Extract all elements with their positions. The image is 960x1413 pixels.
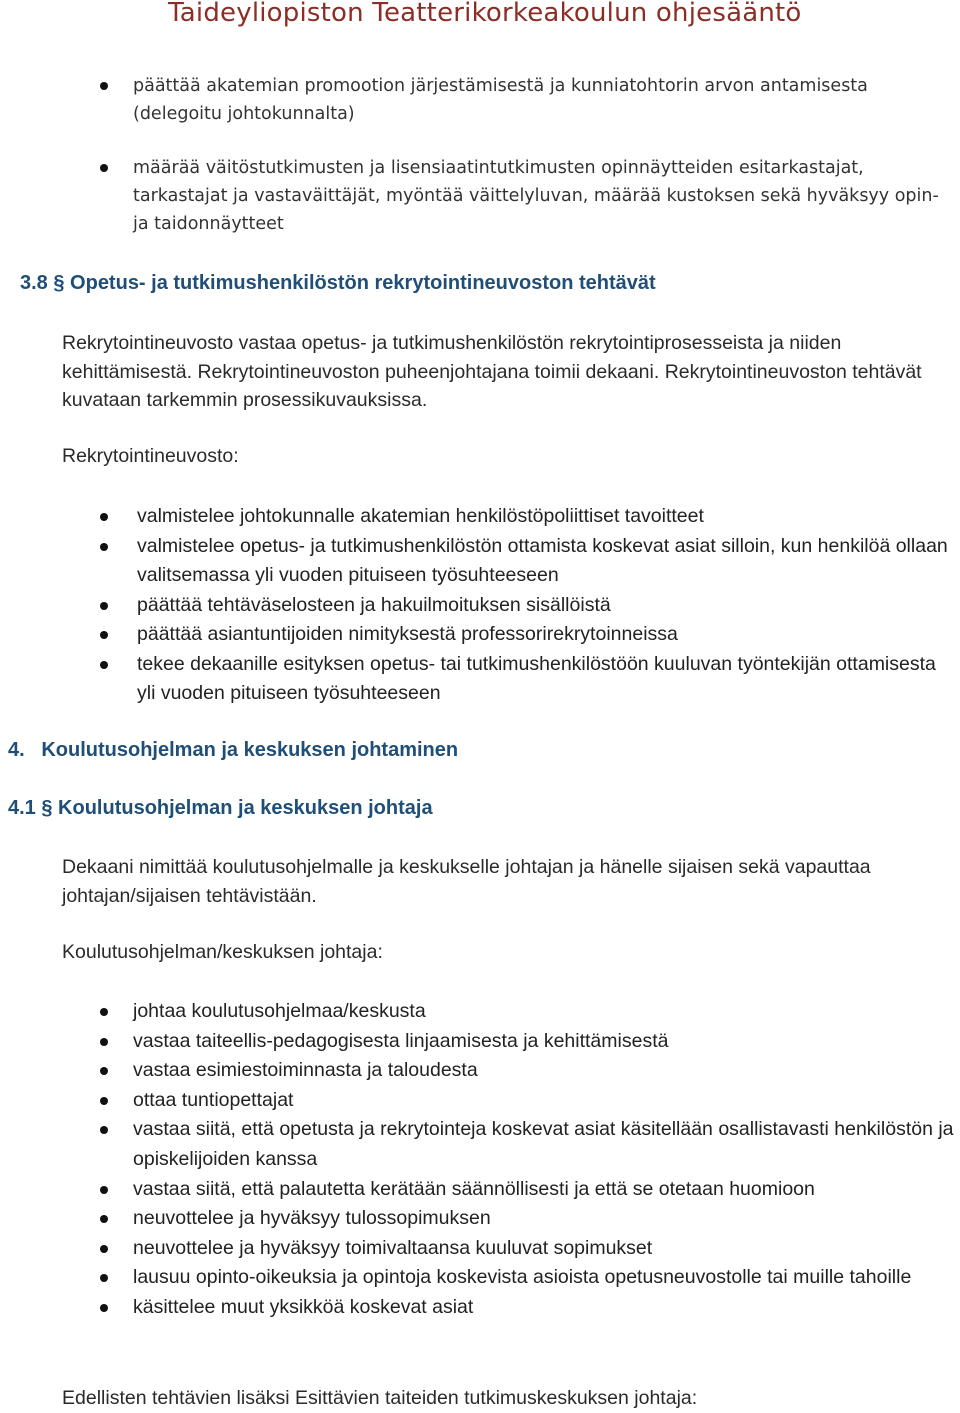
section-4-1-heading: 4.1 § Koulutusohjelman ja keskuksen johtaja: [8, 797, 433, 819]
list-item: [96, 1115, 956, 1174]
bullet-icon: [100, 1186, 108, 1194]
bullet-icon: [100, 513, 108, 521]
bullet-icon: [100, 1097, 108, 1105]
list-item: [96, 1263, 956, 1293]
section-4-1-paragraph: Dekaani nimittää koulutusohjelmalle ja keskukselle johtajan ja hänelle sijaisen sekä vapauttaa johtajan/sijaisen tehtävistään.: [62, 856, 871, 907]
recruitment-task-list: [98, 502, 948, 709]
bullet-icon: [100, 1038, 108, 1046]
list-item-text: tekee dekaanille esityksen opetus- tai tutkimushenkilöstöön kuuluvan työntekijän ottamisesta yli vuoden pituiseen työsuhteeseen: [137, 652, 936, 704]
list-item: [96, 997, 956, 1027]
bullet-icon: [100, 602, 108, 610]
list-item-text: johtaa koulutusohjelmaa/keskusta: [133, 1000, 426, 1022]
list-item-text: päättää tehtäväselosteen ja hakuilmoituksen sisällöistä: [137, 593, 611, 616]
list-item-text: vastaa siitä, että opetusta ja rekrytointeja koskevat asiat käsitellään osallistavasti henkilöstön ja opiskelijoiden kanssa: [133, 1118, 954, 1170]
bullet-icon: [100, 1245, 108, 1253]
bullet-icon: [100, 1304, 108, 1312]
section-3-8-heading: 3.8 § Opetus- ja tutkimushenkilöstön rekrytointineuvoston tehtävät: [20, 272, 656, 294]
list-item-text: vastaa siitä, että palautetta kerätään säännöllisesti ja että se otetaan huomioon: [133, 1177, 815, 1200]
bullet-icon: [100, 1126, 108, 1134]
bullet-icon: [100, 82, 108, 90]
bullet-icon: [100, 1008, 108, 1016]
list-item: [96, 1086, 956, 1116]
list-item: [98, 620, 948, 650]
document-header-title: Taideyliopiston Teatterikorkeakoulun ohjesääntö: [168, 0, 802, 28]
list-item: [96, 1175, 956, 1205]
list-item: [98, 502, 948, 532]
bullet-icon: [100, 543, 108, 551]
list-item-text: lausuu opinto-oikeuksia ja opintoja koskevista asioista opetusneuvostolle tai muille tahoille: [133, 1266, 912, 1289]
list-item: [96, 154, 956, 238]
top-bullet-list: [96, 72, 956, 238]
section-4-heading: 4. Koulutusohjelman ja keskuksen johtaminen: [8, 739, 459, 761]
list-item-text: valmistelee johtokunnalle akatemian henkilöstöpoliittiset tavoitteet: [137, 505, 704, 527]
list-item-text: vastaa esimiestoiminnasta ja taloudesta: [133, 1059, 478, 1082]
list-item-text: valmistelee opetus- ja tutkimushenkilöstön ottamista koskevat asiat silloin, kun henkilöä ollaan valitsemassa yli vuoden pituiseen työsuhteeseen: [137, 534, 948, 586]
list-item: [96, 72, 956, 128]
section-4-1-closing: Edellisten tehtävien lisäksi Esittävien taiteiden tutkimuskeskuksen johtaja:: [62, 1387, 698, 1409]
section-3-8-intro: Rekrytointineuvosto:: [62, 445, 239, 467]
bullet-icon: [100, 661, 108, 669]
list-item: [98, 591, 948, 621]
bullet-icon: [100, 1067, 108, 1075]
list-item-text: päättää akatemian promootion järjestämisestä ja kunniatohtorin arvon antamisesta (delegoitu johtokunnalta): [133, 76, 868, 124]
list-item-text: vastaa taiteellis-pedagogisesta linjaamisesta ja kehittämisestä: [133, 1029, 669, 1052]
bullet-icon: [100, 1215, 108, 1223]
section-4-1-intro: Koulutusohjelman/keskuksen johtaja:: [62, 941, 383, 963]
list-item: [96, 1027, 956, 1057]
bullet-icon: [100, 1274, 108, 1282]
list-item: [98, 650, 948, 709]
list-item-text: neuvottelee ja hyväksyy toimivaltaansa kuuluvat sopimukset: [133, 1236, 653, 1259]
director-task-list: [96, 997, 956, 1323]
list-item-text: neuvottelee ja hyväksyy tulossopimuksen: [133, 1207, 491, 1230]
list-item: [96, 1204, 956, 1234]
list-item: [96, 1234, 956, 1264]
bullet-icon: [100, 164, 108, 172]
bullet-icon: [100, 631, 108, 639]
list-item: [96, 1293, 956, 1323]
list-item: [96, 1056, 956, 1086]
list-item-text: päättää asiantuntijoiden nimityksestä professorirekrytoinneissa: [137, 623, 678, 645]
list-item: [98, 532, 948, 591]
list-item-text: ottaa tuntiopettajat: [133, 1088, 294, 1111]
list-item-text: määrää väitöstutkimusten ja lisensiaatintutkimusten opinnäytteiden esitarkastajat, tarkastajat ja vastaväittäjät, myöntää väittelyluvan, määrää kustoksen sekä hyväksyy opin- ja taidonnäytteet: [133, 158, 939, 234]
section-3-8-paragraph: Rekrytointineuvosto vastaa opetus- ja tutkimushenkilöstön rekrytointiprosesseista ja niiden kehittämisestä. Rekrytointineuvoston puheenjohtajana toimii dekaani. Rekrytointineuvoston tehtävät kuvataan tarkemmin prosessikuvauksissa.: [62, 332, 922, 411]
list-item-text: käsittelee muut yksikköä koskevat asiat: [133, 1295, 474, 1318]
